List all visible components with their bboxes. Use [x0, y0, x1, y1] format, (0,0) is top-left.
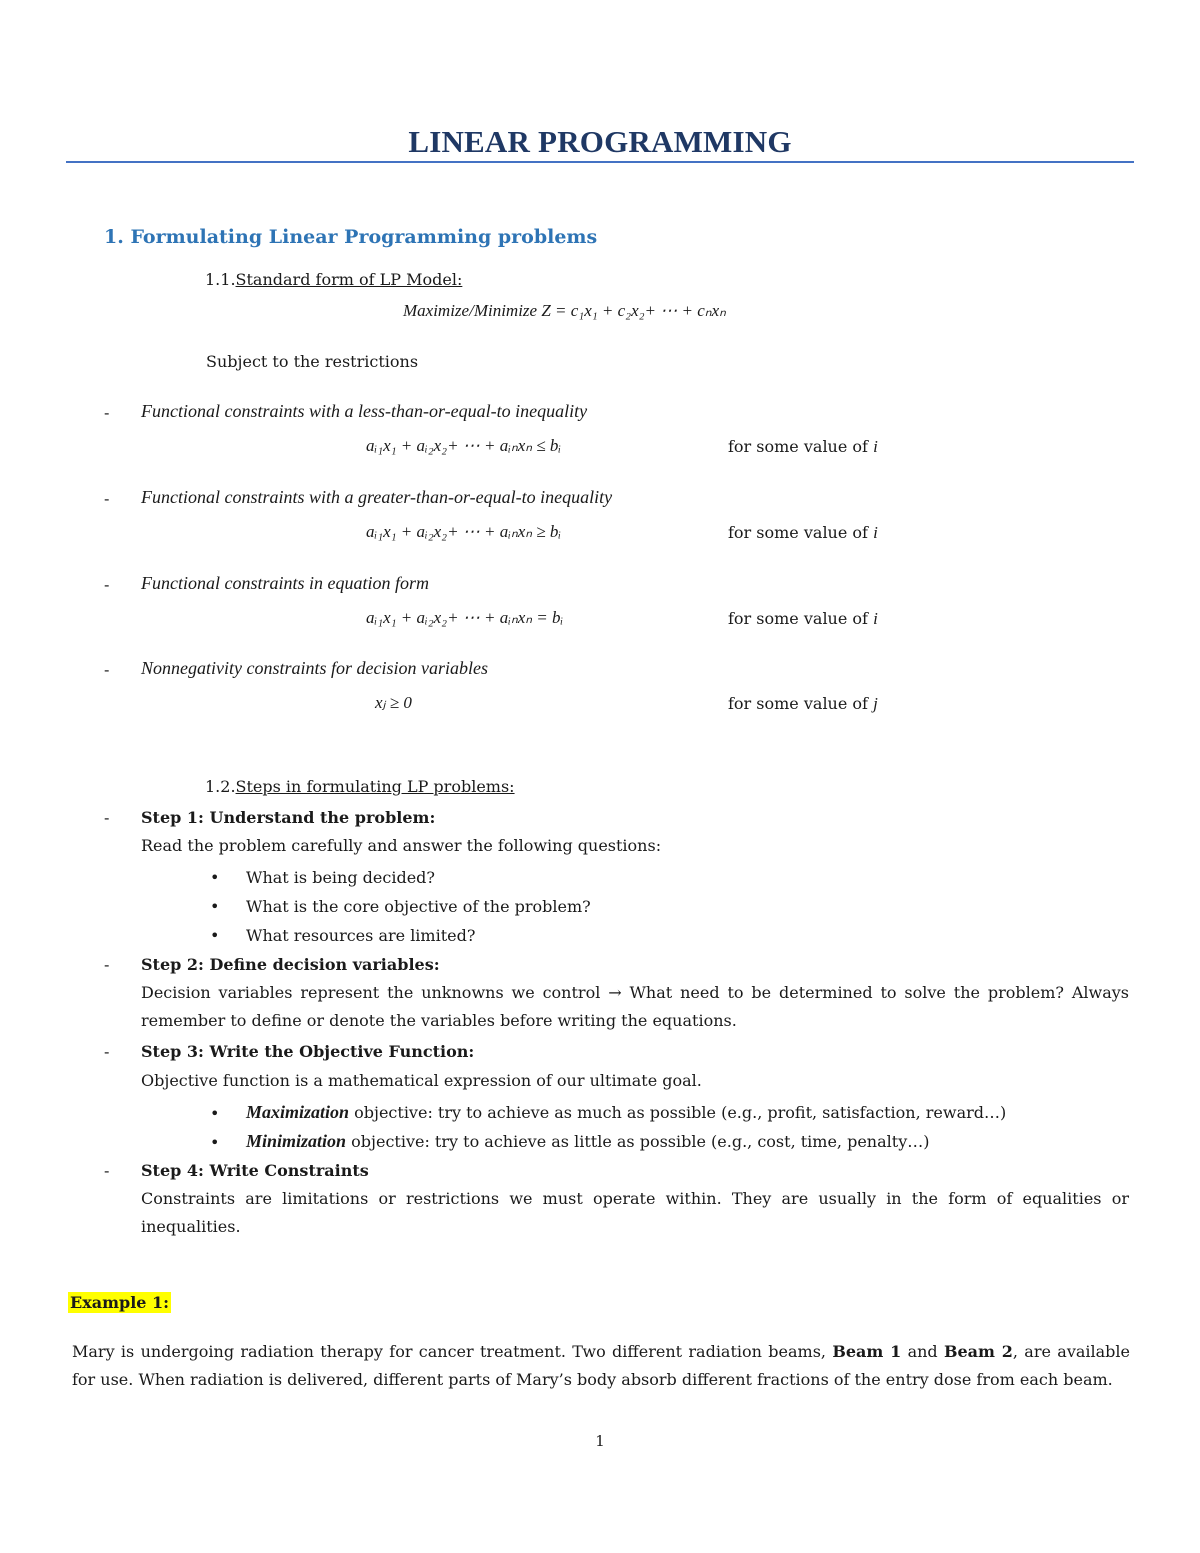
- constraint-label: Nonnegativity constraints for decision variables: [141, 658, 488, 678]
- example-text: Mary is undergoing radiation therapy for cancer treatment. Two different radiation beams,: [72, 1342, 833, 1361]
- qualifier-var: i: [873, 437, 878, 456]
- list-dash: -: [104, 1161, 110, 1180]
- bullet-rest: objective: try to achieve as much as possible (e.g., profit, satisfaction, reward…): [349, 1103, 1007, 1122]
- constraint-label: Functional constraints with a less-than-or-equal-to inequality: [141, 401, 588, 421]
- constraint-qualifier: [728, 523, 878, 543]
- constraint-formula: aᵢ₁x₁ + aᵢ₂x₂+ ⋯ + aᵢₙxₙ ≤ bᵢ: [366, 436, 562, 455]
- step-text: Decision variables represent the unknowns we control → What need to be determined to solve the problem? Always remember to define or denote the variables before writing the equations.: [141, 983, 1129, 1030]
- constraint-formula: xⱼ ≥ 0: [375, 693, 412, 712]
- subsection-title: Standard form of LP Model:: [235, 270, 463, 289]
- constraint-label: Functional constraints in equation form: [141, 573, 429, 593]
- subsection-title: Steps in formulating LP problems:: [235, 777, 515, 796]
- example-text: , are available for use. When radiation is delivered, different parts of Mary’s body absorb different fractions of the entry dose from each beam.: [72, 1342, 1130, 1389]
- step-text: Objective function is a mathematical expression of our ultimate goal.: [141, 1071, 702, 1090]
- step-title: Step 1: Understand the problem:: [141, 808, 436, 827]
- bullet-glyph: •: [210, 868, 220, 887]
- bullet-emphasis: Minimization: [246, 1131, 347, 1151]
- constraint-qualifier: [728, 437, 878, 457]
- bullet-glyph: •: [210, 1104, 220, 1123]
- list-dash: -: [104, 1042, 110, 1061]
- bullet-item: What is the core objective of the problem?: [246, 897, 591, 916]
- list-dash: -: [104, 808, 110, 827]
- page-number: 1: [595, 1432, 605, 1450]
- page-title: LINEAR PROGRAMMING: [408, 124, 792, 159]
- example-text: and: [901, 1342, 944, 1361]
- title-underline: [66, 161, 1134, 163]
- constraint-formula: aᵢ₁x₁ + aᵢ₂x₂+ ⋯ + aᵢₙxₙ ≥ bᵢ: [366, 522, 562, 541]
- list-dash: -: [104, 489, 110, 508]
- bullet-item: [246, 1102, 1006, 1123]
- list-dash: -: [104, 575, 110, 594]
- example-paragraph: [72, 1338, 1130, 1394]
- qualifier-text: for some value of: [728, 523, 868, 542]
- constraint-qualifier: [728, 694, 878, 714]
- subject-to-text: Subject to the restrictions: [206, 352, 419, 371]
- bullet-glyph: •: [210, 926, 220, 945]
- step-title: Step 4: Write Constraints: [141, 1161, 369, 1180]
- step-title: Step 2: Define decision variables:: [141, 955, 440, 974]
- list-dash: -: [104, 660, 110, 679]
- subsection-1-2: [205, 777, 515, 796]
- objective-formula: Maximize/Minimize Z = c₁x₁ + c₂x₂+ ⋯ + cₙxₙ: [403, 301, 726, 320]
- subsection-number: 1.1.: [205, 270, 236, 289]
- step-title: Step 3: Write the Objective Function:: [141, 1042, 475, 1061]
- bullet-item: What resources are limited?: [246, 926, 476, 945]
- list-dash: -: [104, 955, 110, 974]
- list-dash: -: [104, 403, 110, 422]
- bullet-item: [246, 1131, 929, 1152]
- bullet-glyph: •: [210, 897, 220, 916]
- step-text: Read the problem carefully and answer the following questions:: [141, 836, 662, 855]
- constraint-label: Functional constraints with a greater-than-or-equal-to inequality: [141, 487, 613, 507]
- beam-2-label: Beam 2: [943, 1342, 1013, 1361]
- bullet-glyph: •: [210, 1133, 220, 1152]
- constraint-qualifier: [728, 609, 878, 629]
- step-text: Constraints are limitations or restrictions we must operate within. They are usually in the form of equalities or inequalities.: [141, 1189, 1129, 1236]
- qualifier-var: i: [873, 609, 878, 628]
- constraint-formula: aᵢ₁x₁ + aᵢ₂x₂+ ⋯ + aᵢₙxₙ = bᵢ: [366, 608, 564, 627]
- subsection-1-1: [205, 270, 462, 289]
- qualifier-var: j: [873, 694, 878, 713]
- qualifier-text: for some value of: [728, 694, 868, 713]
- qualifier-text: for some value of: [728, 437, 868, 456]
- beam-1-label: Beam 1: [832, 1342, 902, 1361]
- qualifier-var: i: [873, 523, 878, 542]
- bullet-item: What is being decided?: [246, 868, 435, 887]
- section-heading: 1. Formulating Linear Programming problems: [104, 226, 598, 248]
- example-label: Example 1:: [70, 1293, 170, 1312]
- qualifier-text: for some value of: [728, 609, 868, 628]
- subsection-number: 1.2.: [205, 777, 236, 796]
- bullet-emphasis: Maximization: [246, 1102, 350, 1122]
- bullet-rest: objective: try to achieve as little as possible (e.g., cost, time, penalty…): [346, 1132, 930, 1151]
